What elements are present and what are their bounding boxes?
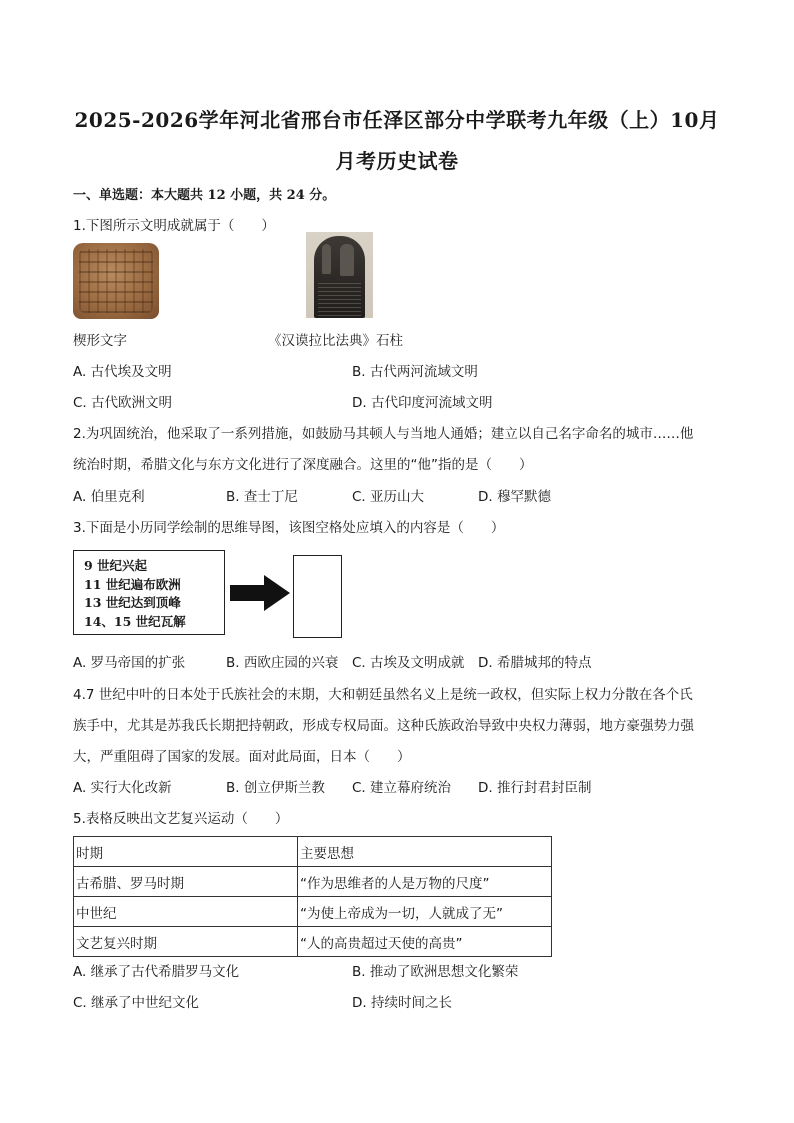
q4-stem-line3: 大，严重阻碍了国家的发展。面对此局面，日本（ ） — [73, 749, 411, 765]
exam-title-line2: 月考历史试卷 — [335, 149, 459, 173]
q4-option-d[interactable]: D. 推行封君封臣制 — [478, 780, 592, 796]
table-cell-period: 古希腊、罗马时期 — [74, 867, 298, 897]
exam-title-line1: 2025-2026学年河北省邢台市任泽区部分中学联考九年级（上）10月 — [74, 108, 720, 132]
table-cell-idea: “为使上帝成为一切，人就成了无” — [298, 897, 552, 927]
q3-stem: 3.下面是小历同学绘制的思维导图，该图空格处应填入的内容是（ ） — [73, 520, 505, 536]
mindmap-line-1: 9 世纪兴起 — [84, 558, 148, 573]
q5-option-c[interactable]: C. 继承了中世纪文化 — [73, 995, 200, 1011]
hammurabi-stele-image — [306, 232, 373, 318]
mindmap-box — [73, 550, 225, 635]
mindmap-line-4: 14、15 世纪瓦解 — [84, 613, 186, 629]
table-header-period: 时期 — [74, 837, 298, 867]
q3-option-a[interactable]: A. 罗马帝国的扩张 — [73, 655, 186, 671]
q5-option-d[interactable]: D. 持续时间之长 — [352, 995, 452, 1011]
q2-option-b[interactable]: B. 查士丁尼 — [226, 489, 298, 505]
q1-image2-caption: 《汉谟拉比法典》石柱 — [268, 333, 403, 349]
q5-option-a[interactable]: A. 继承了古代希腊罗马文化 — [73, 964, 240, 980]
q2-option-a[interactable]: A. 伯里克利 — [73, 489, 145, 505]
q4-stem-line2: 族手中，尤其是苏我氏长期把持朝政，形成专权局面。这种氏族政治导致中央权力薄弱，地方豪强势力强 — [73, 718, 694, 734]
q4-option-a[interactable]: A. 实行大化改新 — [73, 780, 172, 796]
q1-option-b[interactable]: B. 古代两河流域文明 — [352, 364, 478, 380]
q2-option-d[interactable]: D. 穆罕默德 — [478, 489, 551, 505]
table-row — [74, 897, 552, 927]
q4-option-b[interactable]: B. 创立伊斯兰教 — [226, 780, 325, 796]
table-row — [74, 927, 552, 957]
table-cell-idea: “人的高贵超过天使的高贵” — [298, 927, 552, 957]
q3-option-b[interactable]: B. 西欧庄园的兴衰 — [226, 655, 339, 671]
q3-option-c[interactable]: C. 古埃及文明成就 — [352, 655, 465, 671]
q4-stem-line1: 4.7 世纪中叶的日本处于氏族社会的末期，大和朝廷虽然名义上是统一政权，但实际上权力分散在各个氏 — [73, 687, 693, 703]
q1-option-a[interactable]: A. 古代埃及文明 — [73, 364, 172, 380]
q1-option-c[interactable]: C. 古代欧洲文明 — [73, 395, 173, 411]
q2-option-c[interactable]: C. 亚历山大 — [352, 489, 425, 505]
table-cell-period: 文艺复兴时期 — [74, 927, 298, 957]
table-cell-period: 中世纪 — [74, 897, 298, 927]
table-row — [74, 867, 552, 897]
mindmap-blank-box — [293, 555, 342, 638]
table-header-row — [74, 837, 552, 867]
cuneiform-tablet-image — [73, 243, 159, 319]
q5-stem: 5.表格反映出文艺复兴运动（ ） — [73, 811, 289, 827]
section-heading: 一、单选题：本大题共 12 小题，共 24 分。 — [73, 188, 336, 203]
q2-stem-line2: 统治时期，希腊文化与东方文化进行了深度融合。这里的“他”指的是（ ） — [73, 457, 533, 473]
table-cell-idea: “作为思维者的人是万物的尺度” — [298, 867, 552, 897]
q5-option-b[interactable]: B. 推动了欧洲思想文化繁荣 — [352, 964, 519, 980]
table-header-idea: 主要思想 — [298, 837, 552, 867]
q2-stem-line1: 2.为巩固统治，他采取了一系列措施，如鼓励马其顿人与当地人通婚；建立以自己名字命名的城市……他 — [73, 426, 694, 442]
q5-table — [73, 836, 552, 957]
mindmap-line-3: 13 世纪达到顶峰 — [84, 595, 181, 610]
q1-image1-caption: 楔形文字 — [73, 333, 127, 349]
q1-option-d[interactable]: D. 古代印度河流域文明 — [352, 395, 493, 411]
mindmap-line-2: 11 世纪遍布欧洲 — [84, 576, 181, 592]
right-arrow-icon — [230, 575, 290, 611]
q1-stem: 1.下图所示文明成就属于（ ） — [73, 218, 275, 234]
q4-option-c[interactable]: C. 建立幕府统治 — [352, 780, 452, 796]
q3-option-d[interactable]: D. 希腊城邦的特点 — [478, 655, 592, 671]
